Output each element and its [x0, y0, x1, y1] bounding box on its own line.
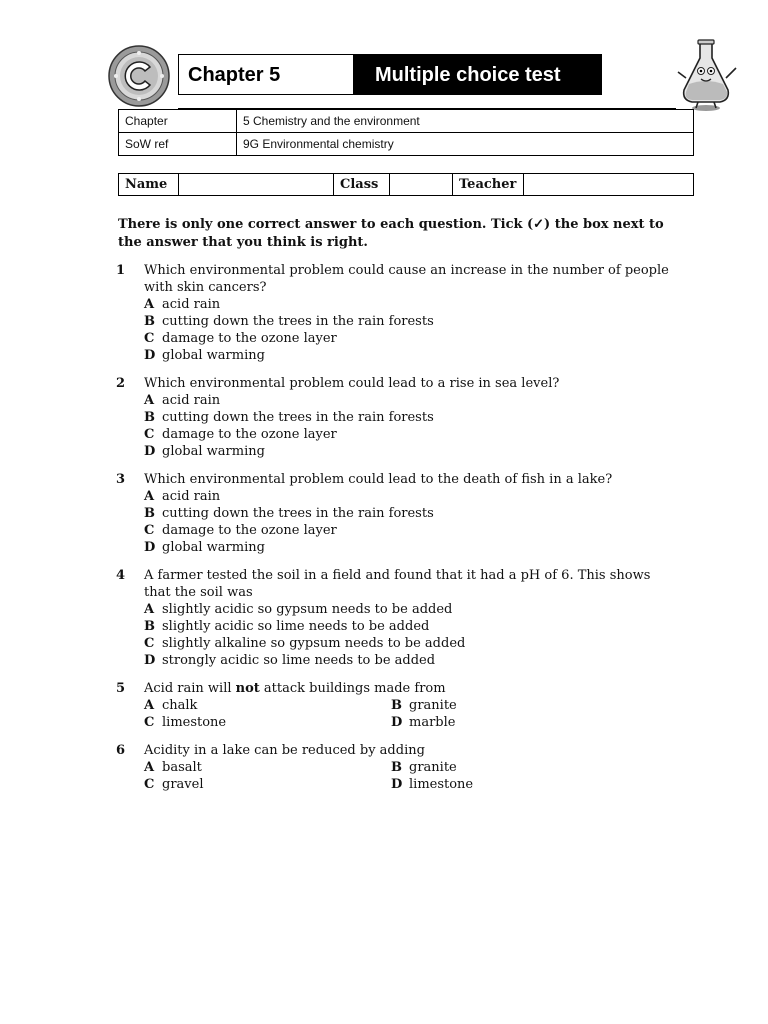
chapter-title: Chapter 5 — [188, 64, 281, 86]
option-a[interactable] — [144, 601, 676, 618]
option-text: marble — [409, 715, 456, 730]
student-details-table — [118, 173, 694, 196]
option-d[interactable] — [144, 443, 676, 460]
option-c[interactable] — [144, 714, 391, 731]
option-b[interactable] — [144, 505, 676, 522]
teacher-field[interactable] — [524, 174, 694, 196]
option-b[interactable] — [391, 759, 638, 776]
reference-value: 5 Chemistry and the environment — [237, 110, 694, 133]
option-d[interactable] — [144, 539, 676, 556]
question-number: 5 — [116, 681, 126, 696]
option-letter: A — [144, 393, 155, 408]
option-text: damage to the ozone layer — [162, 427, 337, 442]
option-letter: C — [144, 427, 155, 442]
question-1 — [116, 262, 676, 364]
question-number: 3 — [116, 472, 126, 487]
chemistry-logo-icon — [108, 45, 170, 107]
option-letter: C — [144, 523, 155, 538]
option-letter: A — [144, 602, 155, 617]
question-5 — [116, 680, 676, 731]
option-d[interactable] — [391, 776, 638, 793]
question-text: Acidity in a lake can be reduced by adding — [144, 743, 425, 758]
option-text: global warming — [162, 540, 265, 555]
question-emphasis: not — [235, 681, 260, 696]
question-4 — [116, 567, 676, 669]
reference-label: Chapter — [119, 110, 237, 133]
option-text: damage to the ozone layer — [162, 523, 337, 538]
option-text: cutting down the trees in the rain forests — [162, 314, 434, 329]
option-letter: C — [144, 715, 155, 730]
option-text: chalk — [162, 698, 198, 713]
option-a[interactable] — [144, 697, 391, 714]
option-text: slightly acidic so lime needs to be added — [162, 619, 430, 634]
option-c[interactable] — [144, 635, 676, 652]
reference-row-chapter — [119, 110, 694, 133]
option-c[interactable] — [144, 776, 391, 793]
option-letter: B — [391, 698, 402, 713]
option-letter: D — [144, 540, 156, 555]
option-letter: D — [144, 653, 156, 668]
option-text: acid rain — [162, 489, 221, 504]
title-bar — [178, 54, 602, 95]
option-letter: D — [391, 715, 403, 730]
option-letter: C — [144, 636, 155, 651]
option-a[interactable] — [144, 392, 676, 409]
option-letter: B — [144, 314, 155, 329]
question-text: Which environmental problem could lead to the death of fish in a lake? — [144, 472, 613, 487]
option-text: slightly acidic so gypsum needs to be added — [162, 602, 453, 617]
option-text: damage to the ozone layer — [162, 331, 337, 346]
option-letter: B — [144, 410, 155, 425]
question-text: A farmer tested the soil in a field and found that it had a pH of 6. This shows that the soil was — [144, 568, 651, 600]
option-a[interactable] — [144, 488, 676, 505]
option-text: cutting down the trees in the rain forests — [162, 506, 434, 521]
class-field[interactable] — [390, 174, 453, 196]
option-c[interactable] — [144, 330, 676, 347]
teacher-label: Teacher — [453, 174, 524, 196]
reference-value: 9G Environmental chemistry — [237, 133, 694, 156]
option-c[interactable] — [144, 522, 676, 539]
option-b[interactable] — [144, 409, 676, 426]
test-title: Multiple choice test — [353, 55, 601, 94]
option-letter: A — [144, 760, 155, 775]
question-text: Which environmental problem could cause an increase in the number of people with skin cancers? — [144, 263, 669, 295]
option-letter: D — [391, 777, 403, 792]
name-field[interactable] — [179, 174, 334, 196]
option-text: acid rain — [162, 297, 221, 312]
option-c[interactable] — [144, 426, 676, 443]
option-b[interactable] — [144, 313, 676, 330]
name-label: Name — [119, 174, 179, 196]
option-letter: A — [144, 489, 155, 504]
option-letter: B — [144, 619, 155, 634]
option-letter: A — [144, 297, 155, 312]
question-number: 6 — [116, 743, 126, 758]
flask-mascot-icon — [676, 38, 740, 112]
instructions: There is only one correct answer to each question. Tick (✓) the box next to the answer that you think is right. — [118, 217, 664, 250]
option-text: acid rain — [162, 393, 221, 408]
option-b[interactable] — [391, 697, 638, 714]
option-text: global warming — [162, 348, 265, 363]
question-number: 4 — [116, 568, 126, 583]
option-a[interactable] — [144, 759, 391, 776]
option-text: limestone — [409, 777, 474, 792]
reference-row-sow — [119, 133, 694, 156]
option-text: limestone — [162, 715, 227, 730]
option-text: strongly acidic so lime needs to be added — [162, 653, 436, 668]
option-text: gravel — [162, 777, 204, 792]
option-d[interactable] — [144, 652, 676, 669]
option-text: slightly alkaline so gypsum needs to be added — [162, 636, 466, 651]
question-text: Acid rain will not attack buildings made from — [144, 681, 446, 696]
reference-table — [118, 109, 694, 156]
option-letter: D — [144, 444, 156, 459]
option-text: granite — [409, 760, 457, 775]
option-text: cutting down the trees in the rain forests — [162, 410, 434, 425]
question-6 — [116, 742, 676, 793]
question-3 — [116, 471, 676, 556]
option-letter: C — [144, 331, 155, 346]
option-d[interactable] — [391, 714, 638, 731]
question-number: 1 — [116, 263, 126, 278]
question-number: 2 — [116, 376, 126, 391]
option-letter: C — [144, 777, 155, 792]
option-letter: A — [144, 698, 155, 713]
option-letter: B — [144, 506, 155, 521]
option-text: global warming — [162, 444, 265, 459]
class-label: Class — [334, 174, 390, 196]
option-letter: D — [144, 348, 156, 363]
option-d[interactable] — [144, 347, 676, 364]
option-b[interactable] — [144, 618, 676, 635]
question-2 — [116, 375, 676, 460]
option-text: granite — [409, 698, 457, 713]
question-text: Which environmental problem could lead to a rise in sea level? — [144, 376, 560, 391]
option-text: basalt — [162, 760, 202, 775]
option-a[interactable] — [144, 296, 676, 313]
reference-label: SoW ref — [119, 133, 237, 156]
option-letter: B — [391, 760, 402, 775]
